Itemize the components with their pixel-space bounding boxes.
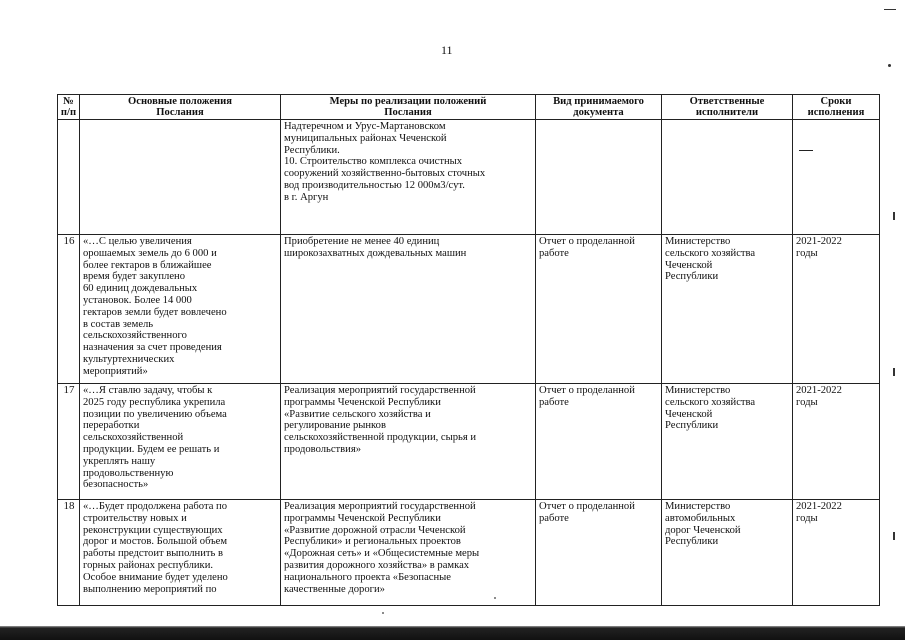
table-header-row: [58, 95, 880, 120]
scan-mark: [494, 597, 496, 599]
deadlines-cell: 2021-2022 годы: [793, 235, 880, 384]
row-number: 18: [58, 500, 80, 606]
row-number: [58, 120, 80, 235]
provisions-cell: «…Будет продолжена работа по строительству новых и реконструкции существующих дорог и мостов. Большой объем работы предстоит выполнить в горных районах республики. Особое внимание будет уделено выполнению мероприятий по: [80, 500, 281, 606]
scan-mark: [888, 64, 891, 67]
executors-cell: Министерство сельского хозяйства Чеченской Республики: [662, 384, 793, 500]
measures-cell: Реализация мероприятий государственной программы Чеченской Республики «Развитие дорожной отрасли Чеченской Республики» и региональных проектов «Дорожная сеть» и «Общесистемные меры развития дорожного хозяйства» в рамках национального проекта «Безопасные качественные дороги»: [281, 500, 536, 606]
measures-cell: Реализация мероприятий государственной программы Чеченской Республики «Развитие сельского хозяйства и регулирование рынков сельскохозяйственной продукции, сырья и продовольствия»: [281, 384, 536, 500]
executors-cell: Министерство сельского хозяйства Чеченской Республики: [662, 235, 793, 384]
doc-type-cell: Отчет о проделанной работе: [536, 384, 662, 500]
scan-mark: [884, 9, 896, 10]
provisions-cell: [80, 120, 281, 235]
header-measures: Меры по реализации положений Послания: [281, 95, 536, 120]
provisions-cell: «…Я ставлю задачу, чтобы к 2025 году республика укрепила позиции по увеличению объема переработки сельскохозяйственной продукции. Будем ее решать и укреплять нашу продовольственную безопасность»: [80, 384, 281, 500]
table-row: [58, 384, 880, 500]
table-row: [58, 120, 880, 235]
executors-cell: [662, 120, 793, 235]
header-executors: Ответственные исполнители: [662, 95, 793, 120]
scan-mark: [893, 368, 895, 376]
deadlines-cell: [793, 120, 880, 235]
scan-mark: [893, 532, 895, 540]
doc-type-cell: Отчет о проделанной работе: [536, 500, 662, 606]
page-number: 11: [441, 43, 453, 57]
table-row: [58, 500, 880, 606]
measures-table: [57, 94, 880, 606]
header-doc-type: Вид принимаемого документа: [536, 95, 662, 120]
doc-type-cell: [536, 120, 662, 235]
deadlines-cell: 2021-2022 годы: [793, 500, 880, 606]
scan-mark: [382, 612, 384, 614]
measures-cell: Приобретение не менее 40 единиц широкозахватных дождевальных машин: [281, 235, 536, 384]
row-number: 17: [58, 384, 80, 500]
header-num: № п/п: [58, 95, 80, 120]
provisions-cell: «…С целью увеличения орошаемых земель до 6 000 и более гектаров в ближайшее время будет закуплено 60 единиц дождевальных установок. Более 14 000 гектаров земли будет вовлечено в состав земель сельскохозяйственного назначения за счет проведения культуртехнических мероприятий»: [80, 235, 281, 384]
deadlines-cell: 2021-2022 годы: [793, 384, 880, 500]
dash-mark: [799, 150, 813, 151]
row-number: 16: [58, 235, 80, 384]
executors-cell: Министерство автомобильных дорог Чеченской Республики: [662, 500, 793, 606]
table-row: [58, 235, 880, 384]
scan-mark: [893, 212, 895, 220]
scan-bottom-edge: [0, 626, 905, 640]
header-deadlines: Сроки исполнения: [793, 95, 880, 120]
header-provisions: Основные положения Послания: [80, 95, 281, 120]
doc-type-cell: Отчет о проделанной работе: [536, 235, 662, 384]
measures-cell: Надтеречном и Урус-Мартановском муниципальных районах Чеченской Республики. 10. Строительство комплекса очистных сооружений хозяйственно-бытовых сточных вод производительностью 12 000м3/сут. в г. Аргун: [281, 120, 536, 235]
